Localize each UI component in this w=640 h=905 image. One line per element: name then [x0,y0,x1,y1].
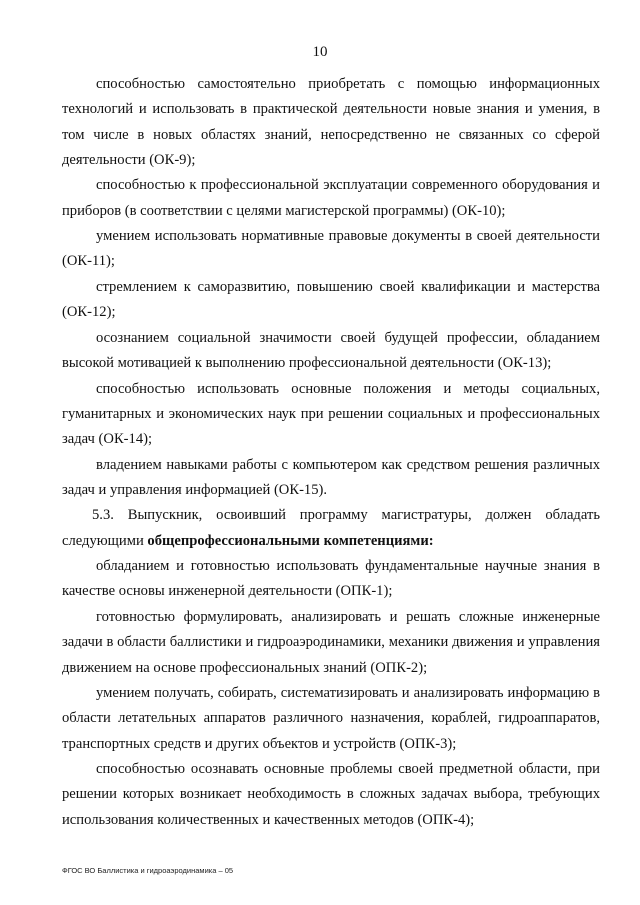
paragraph-ok-12: стремлением к саморазвитию, повышению своей квалификации и мастерства (ОК-12); [62,278,600,321]
paragraph-opk-2: готовностью формулировать, анализировать и решать сложные инженерные задачи в области баллистики и гидроаэродинамики, механики движения и управления движением на основе профессиональных знаний (ОПК-2); [62,608,600,676]
page-footer: ФГОС ВО Баллистика и гидроаэродинамика – 05 [62,866,234,875]
page-number: 10 [312,44,328,60]
paragraph-ok-10: способностью к профессиональной эксплуатации современного оборудования и приборов (в соответствии с целями магистерской программы) (ОК-10); [62,177,600,219]
paragraph-ok-9: способностью самостоятельно приобретать с помощью информационных технологий и использовать в практической деятельности новые знания и умения, в том числе в новых областях знаний, непосредственно не связанных со сферой деятельности (ОК-9); [62,76,600,168]
section-bold-term: общепрофессиональными компетенциями: [147,532,434,549]
paragraph-ok-15: владением навыками работы с компьютером как средством решения различных задач и управления информацией (ОК-15). [62,456,600,498]
section-5-3-heading [62,503,600,554]
paragraph-opk-4: способностью осознавать основные проблемы своей предметной области, при решении которых возникает необходимость в сложных задачах выбора, требующих использования количественных и качественных методов (ОПК-4); [62,761,600,828]
paragraph-ok-13: осознанием социальной значимости своей будущей профессии, обладанием высокой мотивацией к выполнению профессиональной деятельности (ОК-13); [62,329,600,372]
paragraph-ok-11: умением использовать нормативные правовые документы в своей деятельности (ОК-11); [62,228,600,270]
paragraph-opk-3: умением получать, собирать, систематизировать и анализировать информацию в области летательных аппаратов различного назначения, кораблей, гидроаппаратов, транспортных средств и других объектов и устройств (ОПК-3); [62,685,600,752]
paragraph-opk-1: обладанием и готовностью использовать фундаментальные научные знания в качестве основы инженерной деятельности (ОПК-1); [62,558,600,600]
page-body [62,72,600,833]
paragraph-ok-14: способностью использовать основные положения и методы социальных, гуманитарных и экономических наук при решении социальных и профессиональных задач (ОК-14); [62,380,600,448]
section-lead-text: 5.3. Выпускник, освоивший программу магистратуры, должен обладать следующими [62,507,600,549]
